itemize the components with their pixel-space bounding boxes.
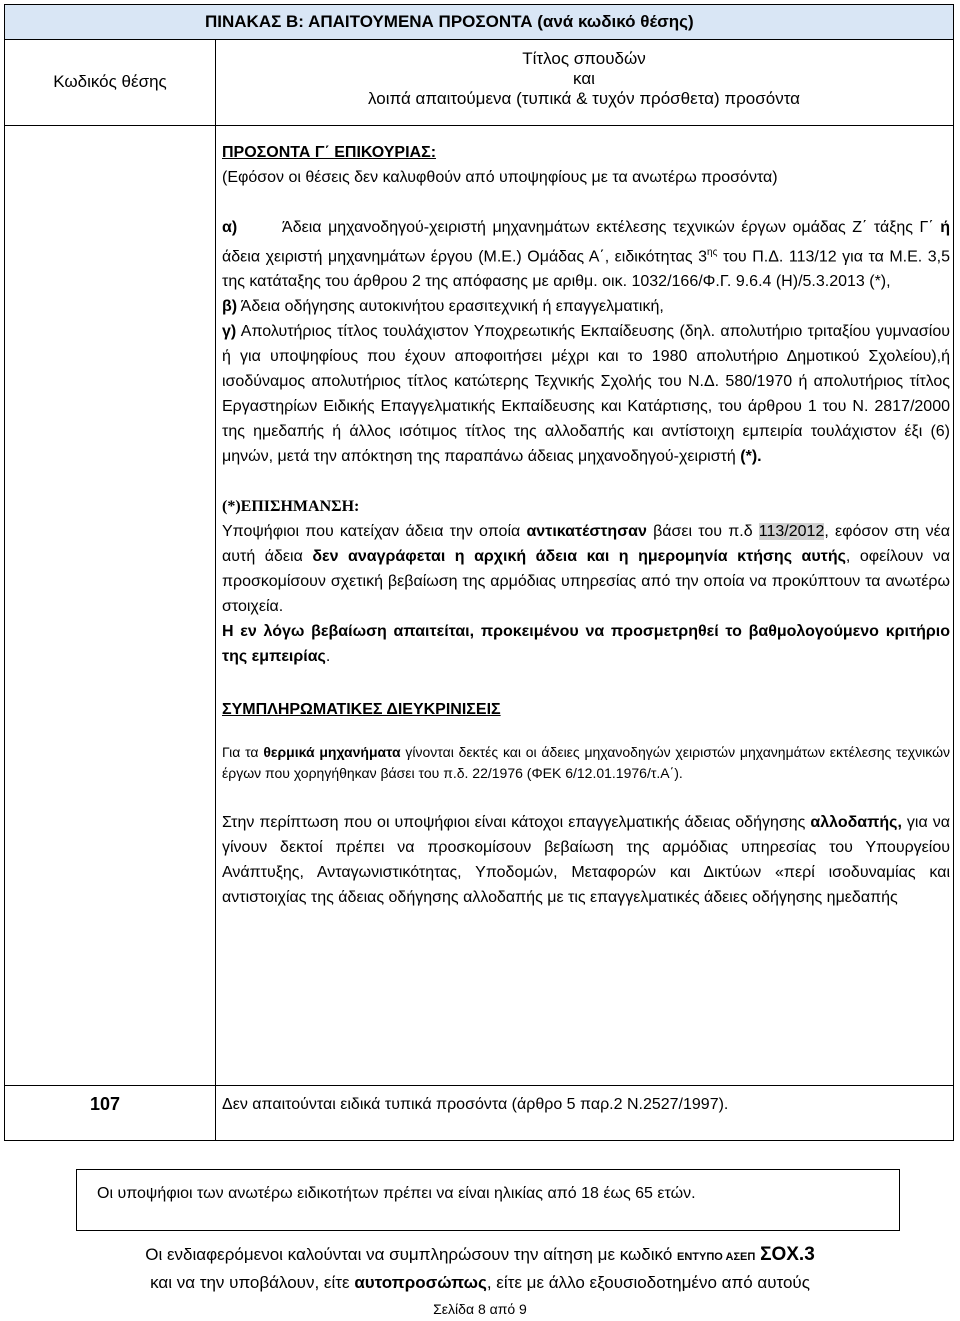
requirement-a-or: ή (940, 219, 950, 236)
column-header-line-3: λοιπά απαιτούμενα (τυπικά & τυχόν πρόσθετα) προσόντα (368, 89, 800, 108)
apply-text-bold: αυτοπροσώπως (354, 1273, 487, 1292)
column-header-code: Κωδικός θέσης (5, 39, 216, 125)
apply-text-c: , είτε με άλλο εξουσιοδοτημένο από αυτούς (486, 1273, 810, 1292)
requirement-c-label: γ) (222, 323, 237, 341)
supp-p1-bold: θερμικά μηχανήματα (263, 744, 401, 761)
supp-p1-b: γίνονται δεκτές και οι άδειες μηχανοδηγών χειριστών μηχανημάτων εκτέλεσης τεχνικών έργων που χορηγήθηκαν βάσει του π.δ. 22/1976 (ΦΕΚ 6/12.01.1976/τ.Α΄). (222, 744, 950, 782)
column-header-title (215, 49, 953, 109)
notice-t2: βάσει του π.δ (646, 523, 759, 541)
requirement-a-text-3: του Π.Δ. 113/12 για τα Μ.Ε. 3,5 της κατάταξης του άρθρου 2 της απόφασης με αριθμ. οικ. 1032/166/Φ.Γ. 9.6.4 (Η)/5.3.2013 (*), (222, 248, 951, 291)
requirements-body (222, 140, 950, 910)
notice-heading: (*)ΕΠΙΣΗΜΑΝΣΗ: (222, 498, 360, 516)
requirement-a-sup: ης (707, 247, 718, 258)
section-c-note: (Εφόσον οι θέσεις δεν καλυφθούν από υποψηφίους με τα ανωτέρω προσόντα) (222, 169, 778, 186)
supp-p2-a: Στην περίπτωση που οι υποψήφιοι είναι κάτοχοι επαγγελματικής άδειας οδήγησης (222, 814, 811, 832)
requirement-c (222, 319, 950, 469)
page-number: Σελίδα 8 από 9 (433, 1301, 527, 1317)
notice-t4: , οφείλουν να προσκομίσουν σχετική βεβαίωση της αρμόδιας υπηρεσίας από την οποία να προκύπτουν τα ανωτέρω στοιχεία. (222, 548, 951, 616)
supplementary-p2 (222, 810, 950, 910)
notice-requirement (222, 619, 950, 669)
requirement-a (222, 215, 950, 294)
requirement-a-label: α) (222, 219, 238, 236)
requirement-b (222, 294, 950, 319)
notice-t3-bold: δεν αναγράφεται η αρχική άδεια και η ημερομηνία κτήσης αυτής (312, 548, 846, 566)
supplementary-p1 (222, 742, 950, 784)
table-header-row (5, 39, 953, 126)
row-divider (5, 1085, 953, 1086)
apply-text-a: Οι ενδιαφερόμενοι καλούνται να συμπληρώσουν την αίτηση με κωδικό (145, 1245, 678, 1264)
notice-t1-bold: αντικατέστησαν (526, 523, 647, 541)
supp-p2-b: για να γίνουν δεκτοί πρέπει να προσκομίσουν βεβαίωση της αρμόδιας υπηρεσίας του Υπουργείου Ανάπτυξης, Ανταγωνιστικότητας, Υποδομών, Μεταφορών και Δικτύων «περί ισοδυναμίας και αντιστοιχίας της άδειας οδήγησης αλλοδαπής με τις επαγγελματικές άδειες οδήγησης ημεδαπής (222, 814, 950, 907)
position-code-107: 107 (90, 1094, 121, 1114)
notice-text (222, 519, 950, 619)
column-divider (215, 125, 216, 1140)
column-header-line-2: και (573, 69, 595, 88)
supp-p2-bold: αλλοδαπής, (810, 814, 902, 832)
supplementary-heading: ΣΥΜΠΛΗΡΩΜΑΤΙΚΕΣ ΔΙΕΥΚΡΙΝΙΣΕΙΣ (222, 701, 501, 719)
notice-t5-bold: Η εν λόγω βεβαίωση απαιτείται, προκειμένου να προσμετρηθεί το βαθμολογούμενο κριτήριο της εμπειρίας (222, 623, 950, 666)
supp-p1-a: Για τα (222, 744, 264, 761)
notice-t1: Υποψήφιοι που κατείχαν άδεια την οποία (222, 523, 527, 541)
requirement-c-mark: (*). (740, 448, 762, 466)
age-requirement-text: Οι υποψήφιοι των ανωτέρω ειδικοτήτων πρέπει να είναι ηλικίας από 18 έως 65 ετών. (97, 1185, 696, 1202)
section-c-heading: ΠΡΟΣΟΝΤΑ Γ΄ ΕΠΙΚΟΥΡΙΑΣ: (222, 144, 437, 161)
table-title: ΠΙΝΑΚΑΣ Β: ΑΠΑΙΤΟΥΜΕΝΑ ΠΡΟΣΟΝΤΑ (ανά κωδικό θέσης) (5, 5, 953, 40)
requirement-c-text: Απολυτήριος τίτλος τουλάχιστον Υποχρεωτικής Εκπαίδευσης (δηλ. απολυτήριο τριταξίου γυμνασίου ή για υποψηφίους που έχουν αποφοιτήσει μέχρι και το 1980 απολυτήριο Δημοτικού Σχολείου),ή ισοδύναμος απολυτήριος τίτλος κατώτερης Τεχνικής Σχολής του Ν.Δ. 580/1970 ή απολυτήριος τίτλος Εργαστηρίων Ειδικής Επαγγελματικής Εκπαίδευσης και Κατάρτισης, του άρθρου 1 του Ν. 2817/2000 της ημεδαπής ή άλλος ισότιμος τίτλος της αλλοδαπής και αντίστοιχη εμπειρία τουλάχιστον έξι (6) μηνών, μετά την απόκτηση της παραπάνω άδειας μηχανοδηγού-χειριστή (222, 323, 951, 466)
apply-form-code: ΣΟΧ.3 (760, 1244, 815, 1265)
apply-form-label: ΕΝΤΥΠΟ ΑΣΕΠ (677, 1251, 756, 1263)
application-instructions (60, 1242, 900, 1295)
requirement-a-text-2: άδεια χειριστή μηχανημάτων έργου (Μ.Ε.) Ομάδας Α΄, ειδικότητας 3 (222, 248, 708, 266)
notice-t5-end: . (325, 648, 331, 666)
column-header-line-1: Τίτλος σπουδών (522, 49, 646, 68)
age-requirement-box (76, 1169, 900, 1231)
requirement-b-label: β) (222, 298, 238, 316)
notice-t3: , εφόσον στη νέα αυτή άδεια (222, 523, 951, 566)
requirement-a-text-1: Άδεια μηχανοδηγού-χειριστή μηχανημάτων εκτέλεσης τεχνικών έργων ομάδας Ζ΄ τάξης Γ΄ (282, 219, 934, 236)
apply-text-b: και να την υποβάλουν, είτε (150, 1273, 355, 1292)
notice-decree-highlight: 113/2012 (758, 523, 825, 541)
position-107-requirements: Δεν απαιτούνται ειδικά τυπικά προσόντα (άρθρο 5 παρ.2 Ν.2527/1997). (222, 1096, 729, 1113)
requirement-b-text: Άδεια οδήγησης αυτοκινήτου ερασιτεχνική ή επαγγελματική, (240, 298, 664, 316)
